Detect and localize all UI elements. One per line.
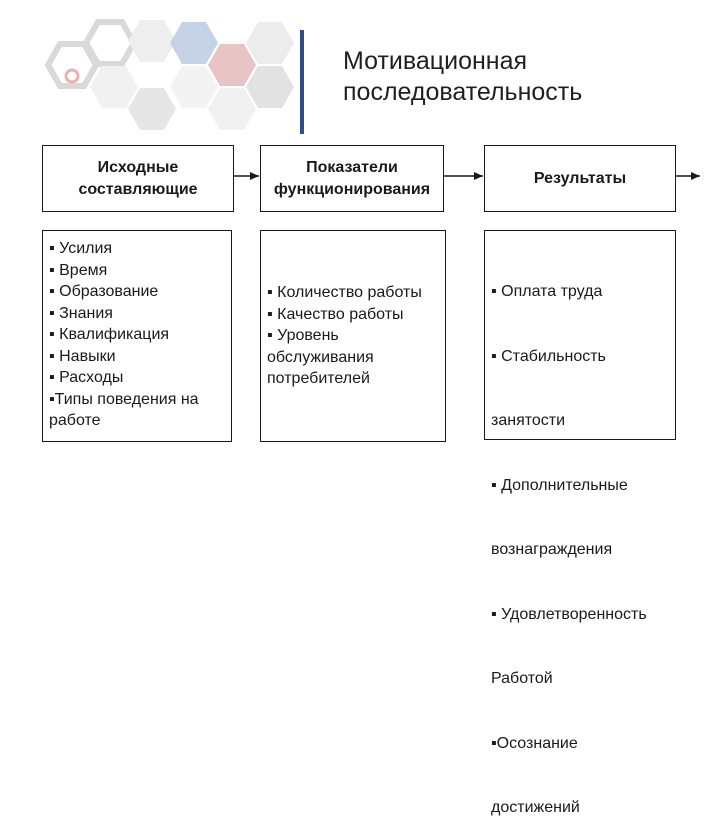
indicators-item-2: ▪ Качество работы — [267, 305, 404, 323]
inputs-item-9: работе — [49, 412, 101, 429]
results-item-5: вознаграждения — [491, 541, 613, 558]
results-item-4: ▪ Дополнительные — [491, 476, 628, 494]
results-item-9: достижений — [491, 799, 580, 816]
results-item-3: занятости — [491, 412, 566, 429]
results-item-6: ▪ Удовлетворенность — [491, 605, 647, 623]
inputs-item-1: ▪ Усилия — [49, 240, 113, 257]
results-item-1: ▪ Оплата труда — [491, 283, 603, 300]
inputs-item-7: ▪ Расходы — [49, 369, 124, 386]
indicators-item-1: ▪ Количество работы — [267, 284, 422, 301]
inputs-header-line-2: составляющие — [78, 180, 198, 198]
title-line-1: Мотивационная — [343, 47, 528, 75]
indicators-header-line-2: функционирования — [273, 180, 431, 198]
inputs-item-5: ▪ Квалификация — [49, 326, 170, 343]
indicators-item-5: потребителей — [267, 370, 370, 387]
results-header-line-1: Результаты — [533, 169, 627, 187]
inputs-header-line-1: Исходные — [97, 158, 179, 176]
indicators-item-3: ▪ Уровень — [267, 327, 339, 344]
title-line-2: последовательность — [343, 78, 583, 106]
results-item-8: ▪Осознание — [491, 734, 578, 752]
results-item-7: Работой — [491, 670, 553, 687]
indicators-item-4: обслуживания — [267, 348, 374, 366]
inputs-item-4: ▪ Знания — [49, 304, 113, 322]
results-item-2: ▪ Стабильность — [491, 347, 606, 365]
inputs-item-3: ▪ Образование — [49, 283, 159, 300]
inputs-item-6: ▪ Навыки — [49, 347, 116, 365]
indicators-header-line-1: Показатели — [306, 158, 398, 176]
inputs-item-8: ▪Типы поведения на — [49, 390, 199, 408]
inputs-item-2: ▪ Время — [49, 261, 108, 279]
